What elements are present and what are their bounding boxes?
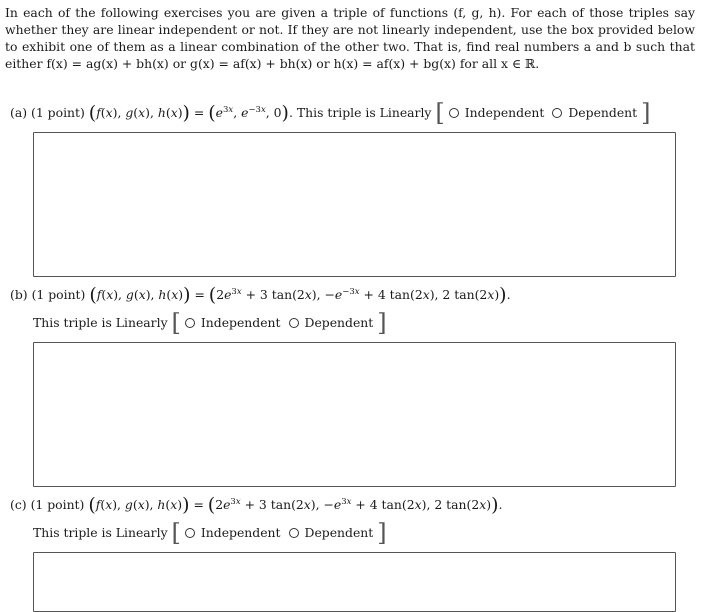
- problem-c-formula: (f(x), g(x), $h(x)) = (2e^{3x} + 3$ tan(2x), $-e^{3x} + 4$ tan(2x), 2 tan(2x)).: [88, 494, 503, 516]
- radio-circle-icon[interactable]: [289, 528, 299, 538]
- problem-c-statement: [10, 496, 502, 514]
- problem-c-points: (1 point): [30, 497, 85, 512]
- problem-a-statement: [10, 99, 651, 127]
- radio-circle-icon[interactable]: [449, 108, 459, 118]
- problem-a-label: (a): [10, 105, 28, 120]
- problem-c-independent-radio[interactable]: Independent: [185, 524, 281, 542]
- problem-b-dependent-radio[interactable]: Dependent: [289, 314, 374, 332]
- problem-c-answer-line: [33, 519, 387, 547]
- problem-b-label: (b): [10, 287, 28, 302]
- problem-c-dependent-radio[interactable]: Dependent: [289, 524, 374, 542]
- problem-b-points: (1 point): [31, 287, 86, 302]
- problem-b-radio-group: [ Independent Dependent ]: [171, 309, 387, 337]
- problem-a-lead: This triple is Linearly: [296, 105, 432, 120]
- problem-b-formula: (f(x), g(x), $h(x)) = (2e^{3x} + 3$ tan(2x), $-e^{-3x} + 4$ tan(2x), 2 tan(2x)).: [89, 284, 511, 306]
- problem-a-answer-box[interactable]: [33, 132, 676, 277]
- radio-circle-icon[interactable]: [552, 108, 562, 118]
- problem-c-label: (c): [10, 497, 27, 512]
- problem-a-radio-group: [ Independent Dependent ]: [435, 99, 651, 127]
- problem-b-answer-line: [33, 309, 387, 337]
- problem-c-radio-group: [ Independent Dependent ]: [171, 519, 387, 547]
- problem-b-statement: [10, 286, 511, 304]
- instructions: In each of the following exercises you are given a triple of functions (f, g, h). For each of those triples say whether they are linear independent or not. If they are not linearly independent, use the box provided below to exhibit one of them as a linear combination of the other two. That is, find real numbers a and b such that either f(x) = ag(x) + bh(x) or g(x) = af(x) + bh(x) or h(x) = af(x) + bg(x) for all x ∈ ℝ.: [5, 5, 695, 71]
- problem-c-answer-box[interactable]: [33, 552, 676, 612]
- problem-a-independent-radio[interactable]: Independent: [449, 104, 545, 122]
- problem-a-points: (1 point): [31, 105, 85, 120]
- problem-b-answer-box[interactable]: [33, 342, 676, 487]
- radio-circle-icon[interactable]: [185, 318, 195, 328]
- radio-circle-icon[interactable]: [185, 528, 195, 538]
- problem-a-formula: (f(x), g(x), $h(x)) = (e^{3x}$, $e^{-3x}$, 0).: [88, 102, 293, 124]
- problem-b-lead: This triple is Linearly: [33, 315, 168, 330]
- problem-b-independent-radio[interactable]: Independent: [185, 314, 281, 332]
- problem-a-dependent-radio[interactable]: Dependent: [552, 104, 637, 122]
- radio-circle-icon[interactable]: [289, 318, 299, 328]
- problem-c-lead: This triple is Linearly: [33, 525, 168, 540]
